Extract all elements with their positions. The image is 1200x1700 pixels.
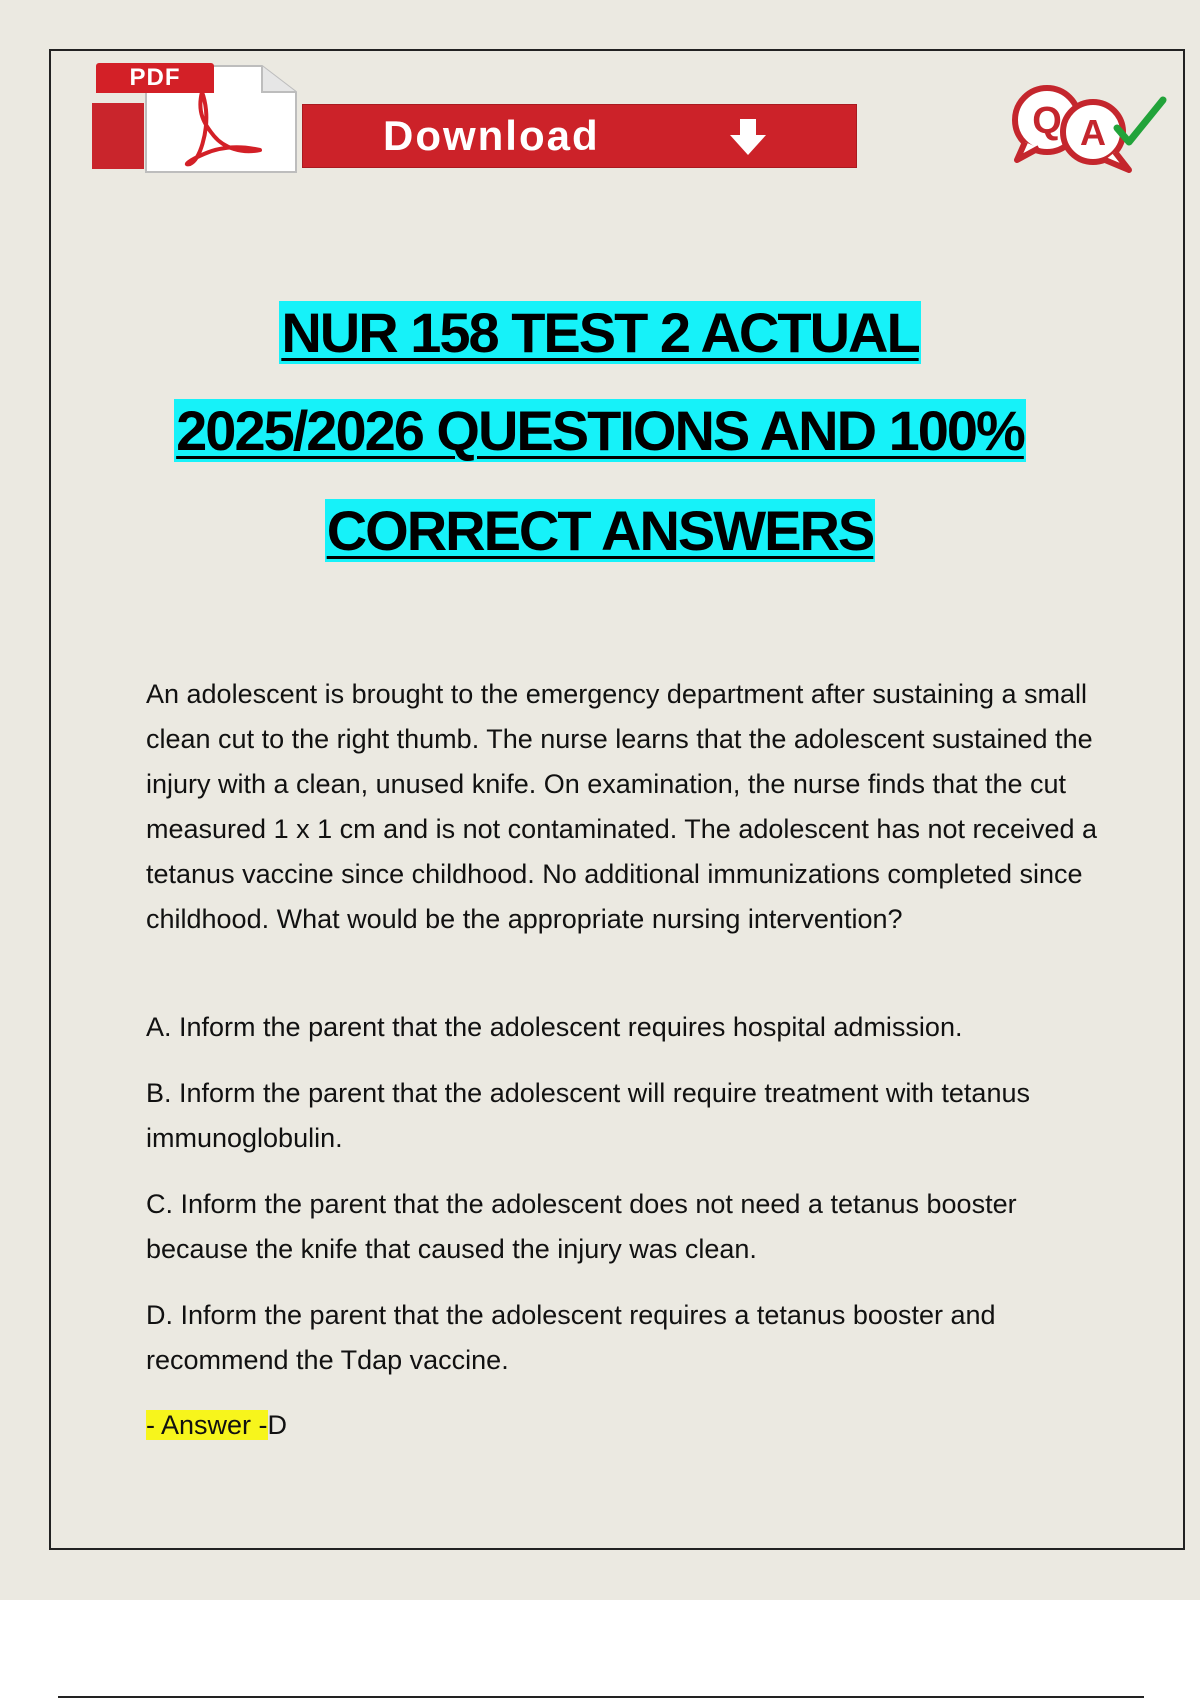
question-stem: An adolescent is brought to the emergency department after sustaining a small clean cut to the right thumb. The nurse learns that the adolescent sustained the injury with a clean, unused knife. On examination, the nurse finds that the cut measured 1 x 1 cm and is not contaminated. The adolescent has not received a tetanus vaccine since childhood. No additional immunizations completed since childhood. What would be the appropriate nursing intervention? xyxy=(146,679,1098,934)
footer-divider xyxy=(58,1696,1144,1698)
option-b: B. Inform the parent that the adolescent will require treatment with tetanus immunoglobulin. xyxy=(146,1078,1030,1153)
answer-label: - Answer - xyxy=(146,1410,268,1440)
logo-q: Q xyxy=(1032,100,1062,142)
qa-logo xyxy=(1005,80,1170,180)
pdf-badge: PDF xyxy=(96,63,214,93)
arrow-down-icon xyxy=(728,117,768,157)
option-d: D. Inform the parent that the adolescent requires a tetanus booster and recommend the Tdap vaccine. xyxy=(146,1300,996,1375)
answer-value: D xyxy=(267,1410,288,1440)
logo-a: A xyxy=(1080,112,1106,153)
title-line-3: CORRECT ANSWERS xyxy=(326,499,874,562)
answer-line xyxy=(146,1403,1106,1448)
title-line-2: 2025/2026 QUESTIONS AND 100% xyxy=(176,399,1024,462)
title-line-1: NUR 158 TEST 2 ACTUAL xyxy=(281,301,919,364)
pdf-banner-left-bar xyxy=(92,103,144,169)
option-a: A. Inform the parent that the adolescent requires hospital admission. xyxy=(146,1012,963,1042)
download-button[interactable] xyxy=(302,104,857,168)
download-label: Download xyxy=(383,112,600,159)
option-c: C. Inform the parent that the adolescent does not need a tetanus booster because the knife that caused the injury was clean. xyxy=(146,1189,1017,1264)
